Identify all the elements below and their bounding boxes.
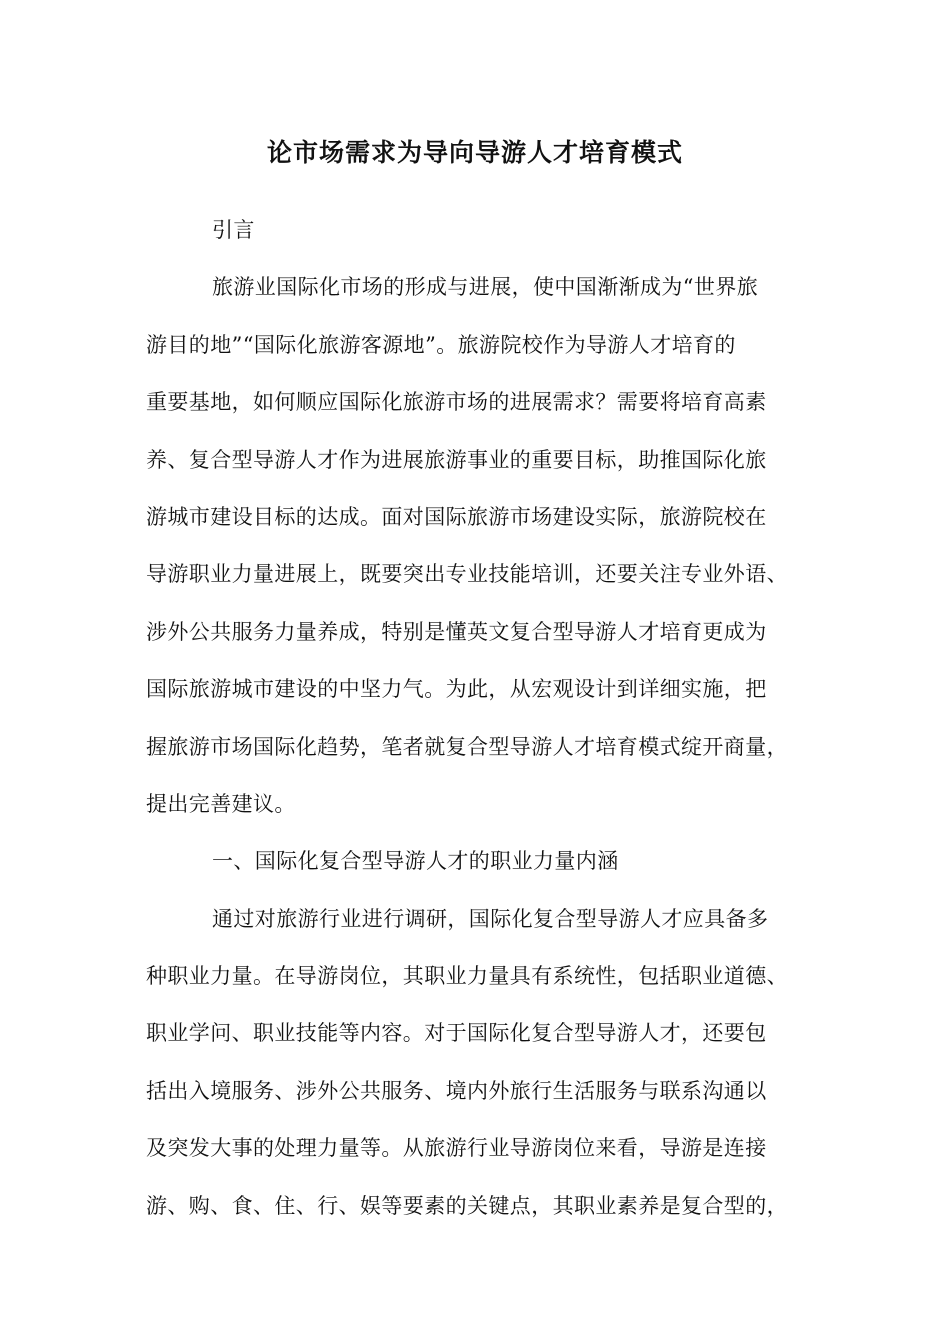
section-heading-one: 一、国际化复合型导游人才的职业力量内涵	[212, 849, 619, 874]
paragraph-line: 游目的地”“国际化旅游客源地”。旅游院校作为导游人才培育的	[146, 332, 736, 357]
paragraph-line: 国际旅游城市建设的中坚力气。为此，从宏观设计到详细实施，把	[146, 677, 767, 702]
paragraph-line: 重要基地，如何顺应国际化旅游市场的进展需求？需要将培育高素	[146, 390, 767, 415]
paragraph-line: 职业学问、职业技能等内容。对于国际化复合型导游人才，还要包	[146, 1021, 767, 1046]
document-body	[146, 202, 806, 1235]
paragraph-line: 旅游业国际化市场的形成与进展，使中国渐渐成为“世界旅	[212, 275, 759, 300]
paragraph-line: 括出入境服务、涉外公共服务、境内外旅行生活服务与联系沟通以	[146, 1078, 767, 1103]
paragraph-line: 种职业力量。在导游岗位，其职业力量具有系统性，包括职业道德、	[146, 964, 788, 989]
paragraph-line: 游、购、食、住、行、娱等要素的关键点，其职业素养是复合型的，	[146, 1193, 788, 1218]
section-heading-introduction: 引言	[212, 218, 255, 242]
paragraph-line: 握旅游市场国际化趋势，笔者就复合型导游人才培育模式绽开商量，	[146, 734, 788, 759]
paragraph-line: 及突发大事的处理力量等。从旅游行业导游岗位来看，导游是连接	[146, 1136, 767, 1161]
paragraph-line: 通过对旅游行业进行调研，国际化复合型导游人才应具备多	[212, 906, 769, 931]
document-title: 论市场需求为导向导游人才培育模式	[266, 138, 683, 167]
paragraph-line: 涉外公共服务力量养成，特别是懂英文复合型导游人才培育更成为	[146, 619, 767, 644]
paragraph-line: 养、复合型导游人才作为进展旅游事业的重要目标，助推国际化旅	[146, 447, 767, 472]
paragraph-line: 提出完善建议。	[146, 791, 296, 816]
paragraph-line: 导游职业力量进展上，既要突出专业技能培训，还要关注专业外语、	[146, 562, 788, 587]
paragraph-line: 游城市建设目标的达成。面对国际旅游市场建设实际，旅游院校在	[146, 504, 767, 529]
